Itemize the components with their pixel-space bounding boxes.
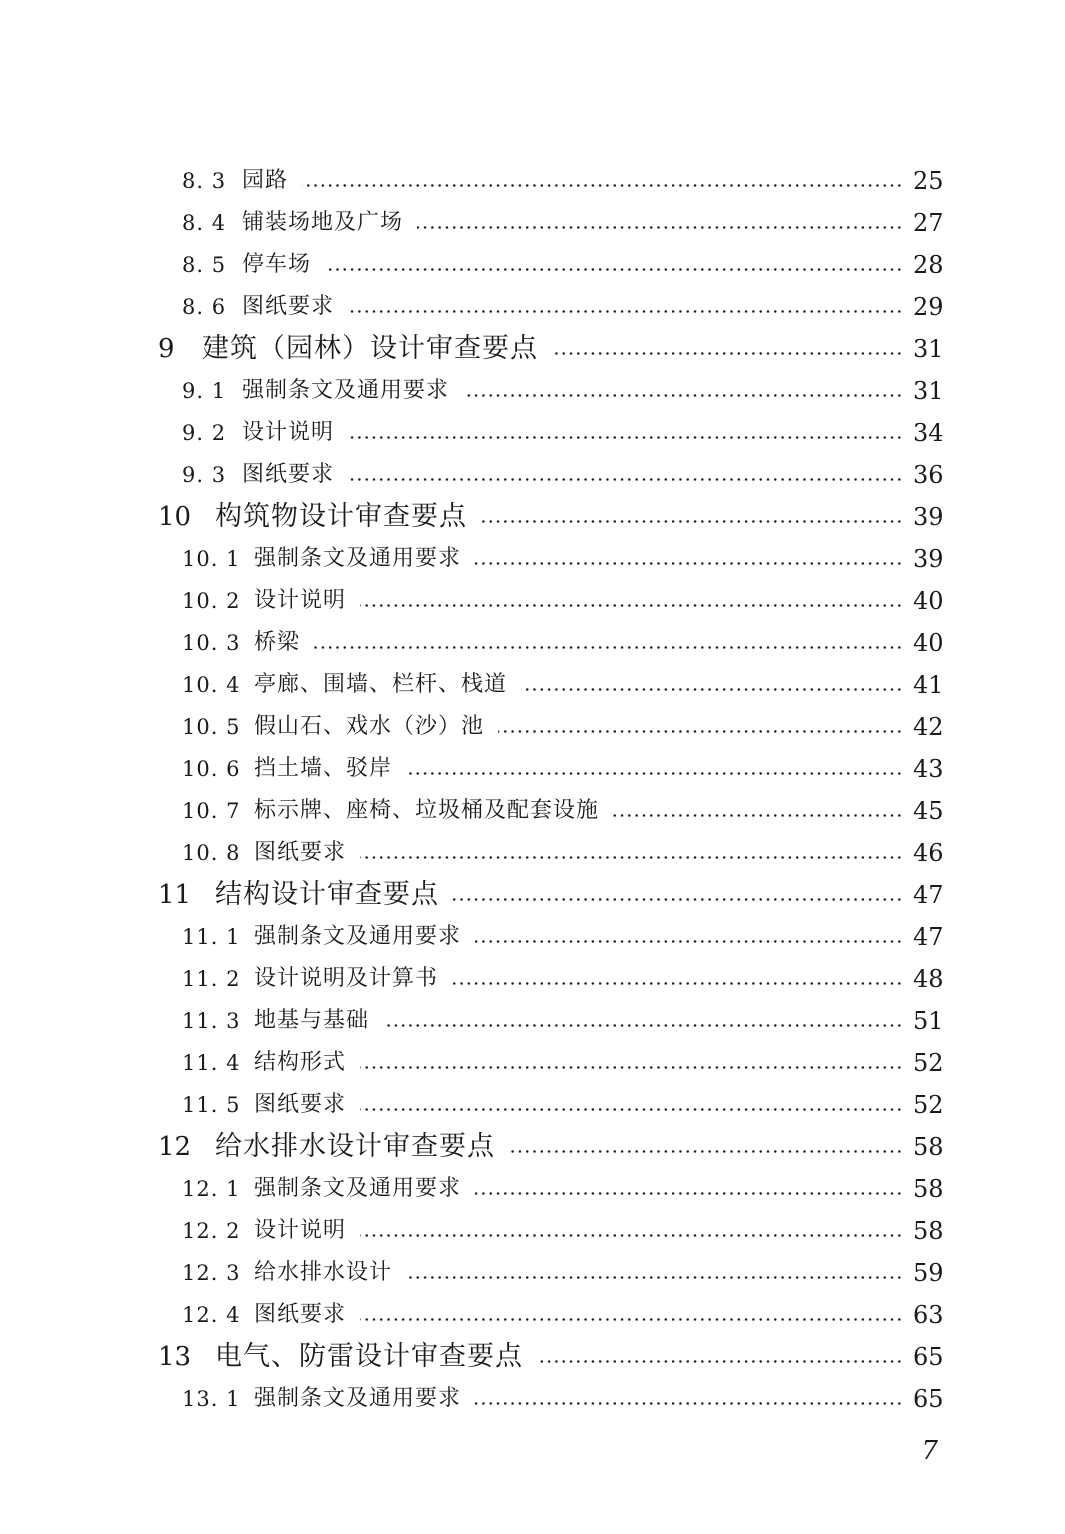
toc-entry-page: 29: [913, 293, 944, 321]
toc-entry-title: 地基与基础: [254, 1008, 370, 1033]
dot-leader: [348, 478, 903, 481]
toc-entry-page: 47: [913, 881, 944, 909]
toc-section-entry: [0, 706, 1065, 748]
dot-leader: [360, 1318, 903, 1321]
toc-entry-page: 59: [913, 1259, 944, 1287]
toc-entry-number: 10. 7: [182, 799, 241, 823]
toc-section-entry: [0, 1084, 1065, 1126]
toc-entry-title: 强制条文及通用要求: [254, 546, 462, 571]
toc-entry-title: 强制条文及通用要求: [242, 378, 450, 403]
toc-entry-number: 9. 2: [182, 421, 227, 445]
dot-leader: [406, 772, 903, 775]
dot-leader: [383, 1024, 903, 1027]
toc-entry-page: 41: [913, 671, 944, 699]
dot-leader: [498, 730, 903, 733]
toc-entry-page: 63: [913, 1301, 944, 1329]
toc-entry-number: 8. 5: [182, 253, 227, 277]
toc-entry-page: 65: [913, 1343, 944, 1371]
toc-entry-number: 11. 5: [182, 1093, 241, 1117]
toc-entry-page: 39: [913, 503, 944, 531]
dot-leader: [360, 856, 903, 859]
toc-entry-page: 51: [913, 1007, 944, 1035]
toc-section-entry: [0, 1168, 1065, 1210]
toc-entry-page: 31: [913, 335, 944, 363]
toc-entry-page: 58: [913, 1133, 944, 1161]
toc-entry-title: 强制条文及通用要求: [254, 924, 462, 949]
toc-entry-title: 停车场: [242, 252, 312, 277]
toc-section-entry: [0, 1210, 1065, 1252]
toc-entry-page: 42: [913, 713, 944, 741]
dot-leader: [475, 1402, 903, 1405]
toc-entry-title: 结构形式: [254, 1050, 347, 1075]
toc-section-entry: [0, 580, 1065, 622]
toc-entry-title: 假山石、戏水（沙）池: [254, 714, 485, 739]
toc-entry-title: 亭廊、围墙、栏杆、栈道: [254, 672, 508, 697]
toc-entry-page: 48: [913, 965, 944, 993]
dot-leader: [452, 982, 903, 985]
dot-leader: [521, 688, 903, 691]
toc-entry-title: 给水排水设计审查要点: [215, 1131, 495, 1162]
toc-entry-title: 强制条文及通用要求: [254, 1386, 462, 1411]
page-number: 7: [921, 1436, 938, 1466]
dot-leader: [537, 1360, 903, 1363]
toc-entry-title: 设计说明及计算书: [254, 966, 439, 991]
toc-entry-page: 39: [913, 545, 944, 573]
toc-section-entry: [0, 160, 1065, 202]
toc-entry-title: 挡土墙、驳岸: [254, 756, 393, 781]
toc-entry-title: 构筑物设计审查要点: [215, 501, 467, 532]
dot-leader: [613, 814, 903, 817]
dot-leader: [475, 940, 903, 943]
toc-section-entry: [0, 370, 1065, 412]
toc-entry-number: 13. 1: [182, 1387, 241, 1411]
toc-section-entry: [0, 454, 1065, 496]
toc-section-entry: [0, 1042, 1065, 1084]
toc-entry-page: 52: [913, 1091, 944, 1119]
toc-entry-number: 11. 4: [182, 1051, 241, 1075]
toc-entry-number: 8. 4: [182, 211, 227, 235]
toc-section-entry: [0, 1378, 1065, 1420]
toc-entry-title: 设计说明: [254, 1218, 347, 1243]
dot-leader: [348, 436, 903, 439]
toc-chapter-entry: [0, 874, 1065, 916]
toc-entry-page: 36: [913, 461, 944, 489]
toc-entry-page: 43: [913, 755, 944, 783]
toc-section-entry: [0, 832, 1065, 874]
toc-entry-title: 图纸要求: [254, 1092, 347, 1117]
toc-entry-title: 标示牌、座椅、垃圾桶及配套设施: [254, 798, 600, 823]
toc-entry-number: 10. 6: [182, 757, 241, 781]
toc-section-entry: [0, 286, 1065, 328]
toc-entry-number: 9. 3: [182, 463, 227, 487]
toc-entry-number: 10: [158, 502, 192, 532]
toc-entry-page: 28: [913, 251, 944, 279]
toc-entry-number: 11. 3: [182, 1009, 241, 1033]
dot-leader: [360, 1108, 903, 1111]
toc-section-entry: [0, 790, 1065, 832]
toc-entry-number: 10. 1: [182, 547, 241, 571]
toc-entry-number: 11: [158, 880, 192, 910]
toc-entry-number: 10. 4: [182, 673, 241, 697]
dot-leader: [406, 1276, 903, 1279]
toc-chapter-entry: [0, 1336, 1065, 1378]
toc-entry-number: 10. 2: [182, 589, 241, 613]
toc-entry-number: 11. 2: [182, 967, 241, 991]
toc-entry-page: 58: [913, 1175, 944, 1203]
dot-leader: [463, 394, 903, 397]
toc-section-entry: [0, 244, 1065, 286]
toc-section-entry: [0, 1000, 1065, 1042]
toc-entry-number: 13: [158, 1342, 192, 1372]
toc-entry-title: 园路: [242, 168, 289, 193]
toc-entry-title: 建筑（园林）设计审查要点: [202, 333, 538, 364]
toc-entry-page: 27: [913, 209, 944, 237]
toc-entry-number: 12. 4: [182, 1303, 241, 1327]
toc-entry-title: 铺装场地及广场: [242, 210, 404, 235]
toc-entry-number: 12. 2: [182, 1219, 241, 1243]
toc-entry-title: 图纸要求: [242, 462, 335, 487]
toc-entry-number: 12: [158, 1132, 192, 1162]
toc-entry-number: 12. 3: [182, 1261, 241, 1285]
toc-entry-title: 图纸要求: [242, 294, 335, 319]
table-of-contents: [0, 160, 1065, 1420]
toc-entry-title: 设计说明: [254, 588, 347, 613]
dot-leader: [552, 352, 903, 355]
toc-entry-title: 图纸要求: [254, 1302, 347, 1327]
toc-entry-title: 桥梁: [254, 630, 301, 655]
toc-entry-page: 34: [913, 419, 944, 447]
toc-section-entry: [0, 664, 1065, 706]
toc-section-entry: [0, 748, 1065, 790]
toc-entry-title: 结构设计审查要点: [215, 879, 439, 910]
dot-leader: [475, 1192, 903, 1195]
toc-section-entry: [0, 958, 1065, 1000]
toc-entry-page: 40: [913, 587, 944, 615]
toc-section-entry: [0, 202, 1065, 244]
dot-leader: [475, 562, 903, 565]
toc-section-entry: [0, 412, 1065, 454]
toc-chapter-entry: [0, 496, 1065, 538]
toc-entry-number: 8. 6: [182, 295, 227, 319]
toc-entry-number: 9. 1: [182, 379, 227, 403]
dot-leader: [453, 898, 903, 901]
dot-leader: [360, 604, 903, 607]
toc-entry-page: 45: [913, 797, 944, 825]
dot-leader: [360, 1234, 903, 1237]
toc-entry-page: 46: [913, 839, 944, 867]
toc-entry-number: 9: [158, 334, 175, 364]
toc-section-entry: [0, 538, 1065, 580]
toc-entry-title: 给水排水设计: [254, 1260, 393, 1285]
dot-leader: [509, 1150, 903, 1153]
toc-section-entry: [0, 916, 1065, 958]
toc-entry-page: 58: [913, 1217, 944, 1245]
toc-entry-number: 11. 1: [182, 925, 241, 949]
toc-section-entry: [0, 1294, 1065, 1336]
toc-entry-title: 图纸要求: [254, 840, 347, 865]
toc-chapter-entry: [0, 1126, 1065, 1168]
dot-leader: [360, 1066, 903, 1069]
toc-entry-number: 10. 5: [182, 715, 241, 739]
toc-entry-page: 52: [913, 1049, 944, 1077]
toc-entry-number: 12. 1: [182, 1177, 241, 1201]
toc-chapter-entry: [0, 328, 1065, 370]
toc-entry-page: 31: [913, 377, 944, 405]
toc-entry-number: 8. 3: [182, 169, 227, 193]
dot-leader: [348, 310, 903, 313]
dot-leader: [325, 268, 903, 271]
toc-entry-page: 25: [913, 167, 944, 195]
dot-leader: [417, 226, 903, 229]
toc-entry-page: 47: [913, 923, 944, 951]
dot-leader: [314, 646, 903, 649]
dot-leader: [481, 520, 903, 523]
toc-entry-title: 电气、防雷设计审查要点: [215, 1341, 523, 1372]
toc-section-entry: [0, 622, 1065, 664]
toc-entry-number: 10. 3: [182, 631, 241, 655]
toc-entry-page: 65: [913, 1385, 944, 1413]
toc-entry-page: 40: [913, 629, 944, 657]
toc-section-entry: [0, 1252, 1065, 1294]
dot-leader: [302, 184, 903, 187]
toc-entry-title: 强制条文及通用要求: [254, 1176, 462, 1201]
toc-entry-title: 设计说明: [242, 420, 335, 445]
toc-entry-number: 10. 8: [182, 841, 241, 865]
